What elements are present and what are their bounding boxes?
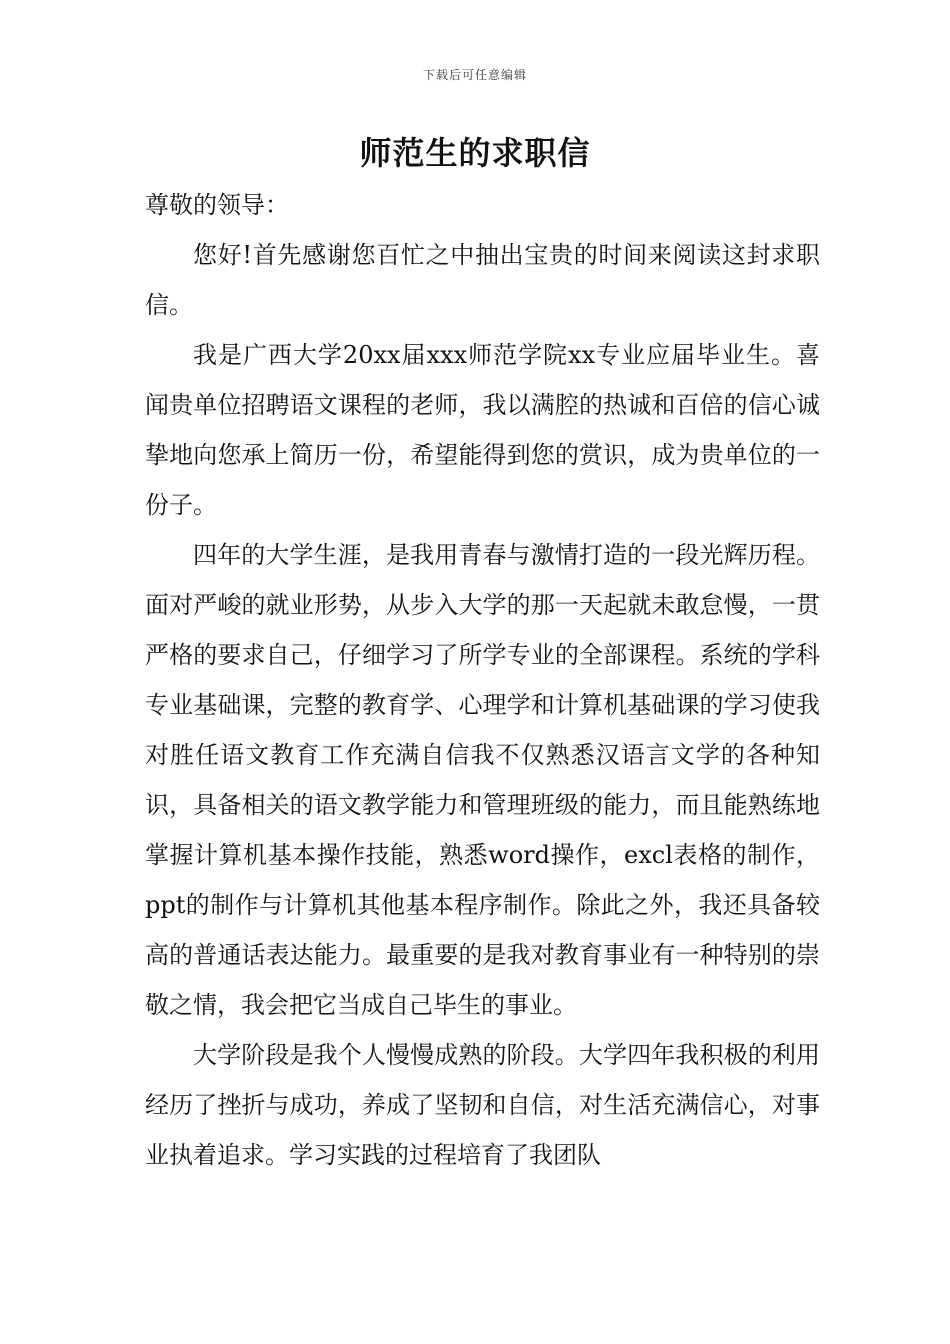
salutation: 尊敬的领导： [145,191,289,219]
paragraph-personal-growth: 大学阶段是我个人慢慢成熟的阶段。大学四年我积极的利用经历了挫折与成功，养成了坚韧和自信，对生活充满信心，对事业执着追求。学习实践的过程培育了我团队 [145,1041,820,1169]
page-header-note: 下载后可任意编辑 [422,68,527,82]
paragraph-university-experience: 四年的大学生涯，是我用青春与激情打造的一段光辉历程。面对严峻的就业形势，从步入大学的那一天起就未敢怠慢，一贯严格的要求自己，仔细学习了所学专业的全部课程。系统的学科专业基础课，完整的教育学、心理学和计算机基础课的学习使我对胜任语文教育工作充满自信我不仅熟悉汉语言文学的各种知识，具备相关的语文教学能力和管理班级的能力，而且能熟练地掌握计算机基本操作技能，熟悉word操作，excl表格的制作，ppt的制作与计算机其他基本程序制作。除此之外，我还具备较高的普通话表达能力。最重要的是我对教育事业有一种特别的崇敬之情，我会把它当成自己毕生的事业。 [145,541,820,1019]
document-title: 师范生的求职信 [359,134,591,172]
paragraph-introduction: 我是广西大学20xx届xxx师范学院xx专业应届毕业生。喜闻贵单位招聘语文课程的老师，我以满腔的热诚和百倍的信心诚挚地向您承上简历一份，希望能得到您的赏识，成为贵单位的一份子。 [145,341,820,519]
letter-body [145,180,820,1180]
paragraph-greeting: 您好!首先感谢您百忙之中抽出宝贵的时间来阅读这封求职信。 [145,241,820,319]
